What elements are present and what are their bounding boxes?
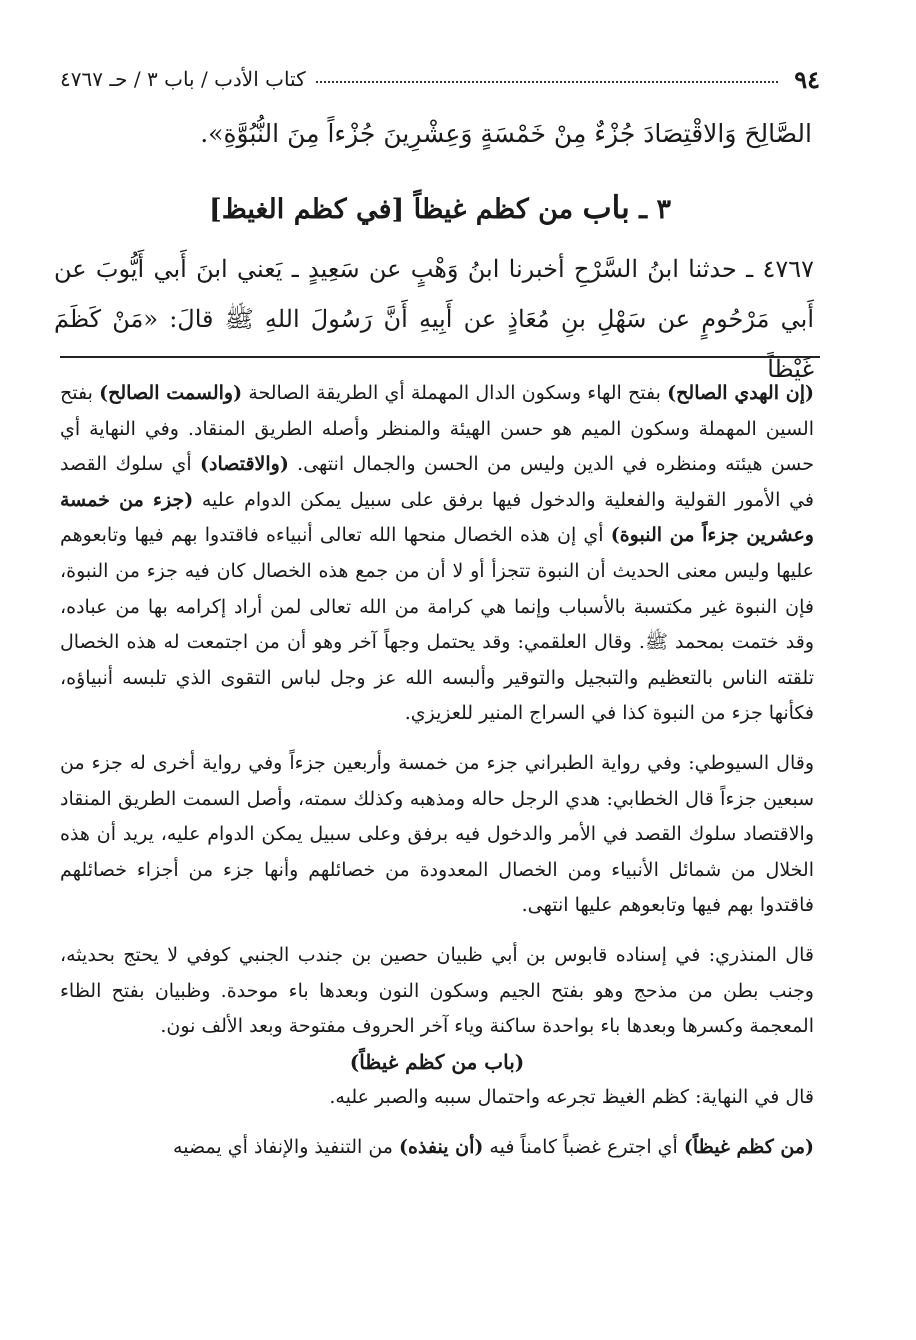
- running-title: كتاب الأدب / باب ٣ / حـ ٤٧٦٧: [60, 67, 306, 91]
- commentary-paragraph-4: قال في النهاية: كظم الغيظ تجرعه واحتمال سببه والصبر عليه.: [329, 1086, 814, 1109]
- commentary-paragraph-1: [60, 376, 814, 732]
- term-kazama-ghayzan: (من كظم غيظاً): [683, 1135, 814, 1158]
- term-samt-salih: (والسمت الصالح): [99, 382, 243, 404]
- chapter-bracket-title: [في كظم الغيظ]: [208, 194, 405, 225]
- page-number: ٩٤: [794, 64, 820, 94]
- hadith-text: [54, 244, 814, 394]
- header-dotted-leader: [316, 81, 779, 83]
- commentary: [60, 376, 814, 1165]
- chapter-bab-word: باب: [582, 190, 630, 226]
- footnote-divider: [60, 356, 820, 358]
- hadith-body: حدثنا ابنُ السَّرْحِ أخبرنا ابنُ وَهْبٍ عن سَعِيدٍ ـ يَعني ابنَ أَبي أَيُّوبَ عن أَبي مَرْحُومٍ عن سَهْلِ بنِ مُعَاذٍ عن أَبِيهِ أَنَّ رَسُولَ اللهِ ﷺ قالَ: «مَنْ كَظَمَ غَيْظاً: [54, 255, 814, 383]
- page-header: [60, 62, 820, 96]
- term-huda-salih: (إن الهدي الصالح): [667, 382, 814, 404]
- chapter-title: من كظم غيظاً: [413, 194, 574, 225]
- commentary-paragraph-3: قال المنذري: في إسناده قابوس بن أبي ظبيان حصين بن جندب الجنبي كوفي لا يحتج بحديثه، وجنب بطن من مذحج وهو بفتح الجيم وسكون النون وبعدها باء موحدة. وظبيان بفتح الظاء المعجمة وكسرها وبعدها باء بواحدة ساكنة وياء آخر الحروف مفتوحة وبعد الألف نون.: [60, 943, 814, 1038]
- commentary-text: أي إن هذه الخصال منحها الله تعالى أنبياءه فاقتدوا بهم فيها وتابعوهم عليها وليس معنى الحديث أن النبوة تتجزأ أو لا أن من جمع هذه الخصال كان فيه جزء من النبوة، فإن النبوة غير مكتسبة بالأسباب وإنما هي كرامة من الله تعالى لمن أراد إكرامه بها من عباده، وقد ختمت بمحمد ﷺ. وقال العلقمي: وقد يحتمل وجهاً آخر وهو أن من اجتمعت له هذه الخصال تلقته الناس بالتعظيم والتبجيل والتوقير وألبسه الله عز وجل لباس التقوى الذي تلبسه أنبياؤه، فكأنها جزء من النبوة كذا في السراج المنير للعزيزي.: [60, 524, 814, 725]
- commentary-text: أي اجترع غضباً كامناً فيه: [483, 1135, 684, 1158]
- commentary-text: بفتح الهاء وسكون الدال المهملة أي الطريقة الصالحة: [242, 382, 668, 404]
- commentary-paragraph-5: [60, 1130, 814, 1166]
- commentary-paragraph-2: وقال السيوطي: وفي رواية الطبراني جزء من خمسة وأربعين جزءاً وفي رواية أخرى له جزء من سبعين جزءاً قال الخطابي: هدي الرجل حاله ومذهبه وكذلك سمته، وأصل السمت الطريق المنقاد والاقتصاد سلوك القصد في الأمر والدخول فيه برفق وعلى سبيل يمكن الدوام عليه، يريد أن هذه الخلال من شمائل الأنبياء ومن الخصال المعدودة من خصائلهم وأنها جزء من أجزاء خصائلهم فاقتدوا بهم فيها وتابعوهم عليها انتهى.: [60, 751, 814, 917]
- chapter-heading: [60, 186, 820, 232]
- hadith-continuation: الصَّالِحَ وَالاقْتِصَادَ جُزْءٌ مِنْ خَمْسَةٍ وَعِشْرِينَ جُزْءاً مِنَ النُّبُوَّةِ».: [200, 119, 812, 148]
- commentary-text: بفتح السين المهملة وسكون الميم هو حسن الهيئة والمنظر وأصله الطريق المنقاد. وفي النهاية أي حسن هيئته ومنظره في الدين وليس من الحسن والجمال انتهى.: [60, 382, 815, 476]
- term-iqtisad: (والاقتصاد): [200, 453, 289, 476]
- commentary-text: من التنفيذ والإنفاذ أي يمضيه: [173, 1135, 399, 1158]
- term-juz-nubuwwa: (جزء من خمسة وعشرين جزءاً من النبوة): [60, 488, 814, 547]
- hadith-number: ٤٧٦٧ ـ: [746, 255, 815, 283]
- term-an-yunfidhahu: (أن ينفذه): [399, 1135, 484, 1158]
- commentary-text: أي سلوك القصد في الأمور القولية والفعلية والدخول فيها برفق على سبيل يمكن الدوام عليه: [60, 453, 814, 511]
- chapter-number: ٣ ـ: [639, 194, 671, 225]
- commentary-subheading: (باب من كظم غيظاً): [349, 1049, 525, 1074]
